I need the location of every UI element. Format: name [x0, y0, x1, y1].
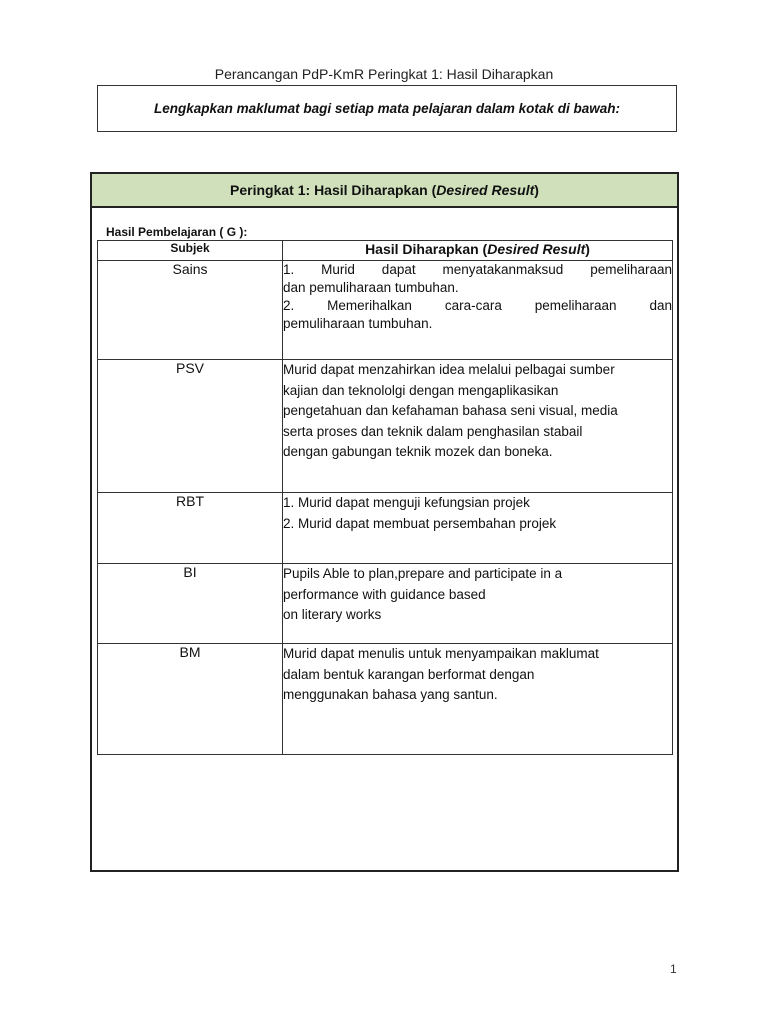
result-line: on literary works [283, 607, 382, 622]
result-cell [283, 644, 673, 755]
result-line: 2. Memerihalkan cara-cara pemeliharaan dan [283, 298, 672, 313]
result-line: pengetahuan dan kefahaman bahasa seni visual, media [283, 403, 618, 418]
result-line: menggunakan bahasa yang santun. [283, 687, 498, 702]
result-line: 1. Murid dapat menyatakanmaksud pemeliharaan [283, 262, 672, 277]
document-title: Perancangan PdP-KmR Peringkat 1: Hasil Diharapkan [214, 66, 554, 82]
instruction-text: Lengkapkan maklumat bagi setiap mata pelajaran dalam kotak di bawah: [154, 101, 620, 116]
table-row [98, 493, 673, 564]
subject-cell: RBT [98, 493, 283, 564]
subject-cell: Sains [98, 261, 283, 360]
result-line: Pupils Able to plan,prepare and participate in a [283, 566, 563, 581]
section-label: Hasil Pembelajaran ( G ): [106, 225, 248, 239]
result-cell [283, 564, 673, 644]
column-header-subject: Subjek [98, 241, 283, 261]
result-cell [283, 360, 673, 493]
table-row [98, 360, 673, 493]
column-header-result [283, 241, 673, 261]
result-line: Murid dapat menulis untuk menyampaikan maklumat [283, 646, 599, 661]
result-line: 2. Murid dapat membuat persembahan projek [283, 515, 557, 531]
frame-header-main: Peringkat 1: Hasil Diharapkan ( [230, 182, 437, 198]
result-line: performance with guidance based [283, 586, 486, 602]
table-row [98, 644, 673, 755]
column-header-result-main: Hasil Diharapkan ( [365, 241, 488, 257]
result-line: dalam bentuk karangan berformat dengan [283, 666, 535, 682]
subject-cell: BM [98, 644, 283, 755]
instruction-box [97, 85, 677, 132]
result-line: serta proses dan teknik dalam penghasilan stabail [283, 423, 583, 439]
column-header-result-term: Desired Result [487, 241, 586, 257]
column-header-result-close: ) [585, 241, 590, 257]
subject-cell: PSV [98, 360, 283, 493]
table-row [98, 564, 673, 644]
result-line: dengan gabungan teknik mozek dan boneka. [283, 444, 553, 459]
frame-header-term: Desired Result [436, 182, 535, 198]
page-number: 1 [670, 962, 677, 976]
result-line: dan pemuliharaan tumbuhan. [283, 280, 459, 295]
result-cell [283, 493, 673, 564]
result-line: Murid dapat menzahirkan idea melalui pelbagai sumber [283, 362, 615, 377]
results-table [97, 240, 673, 755]
subject-cell: BI [98, 564, 283, 644]
table-row [98, 261, 673, 360]
table-header-row [98, 241, 673, 261]
result-line: 1. Murid dapat menguji kefungsian projek [283, 495, 530, 510]
result-line: kajian dan teknololgi dengan mengaplikasikan [283, 382, 559, 398]
frame-header-close: ) [534, 182, 539, 198]
frame-header [92, 174, 677, 208]
stage-frame [90, 172, 679, 872]
result-cell [283, 261, 673, 360]
result-line: pemuliharaan tumbuhan. [283, 316, 433, 331]
